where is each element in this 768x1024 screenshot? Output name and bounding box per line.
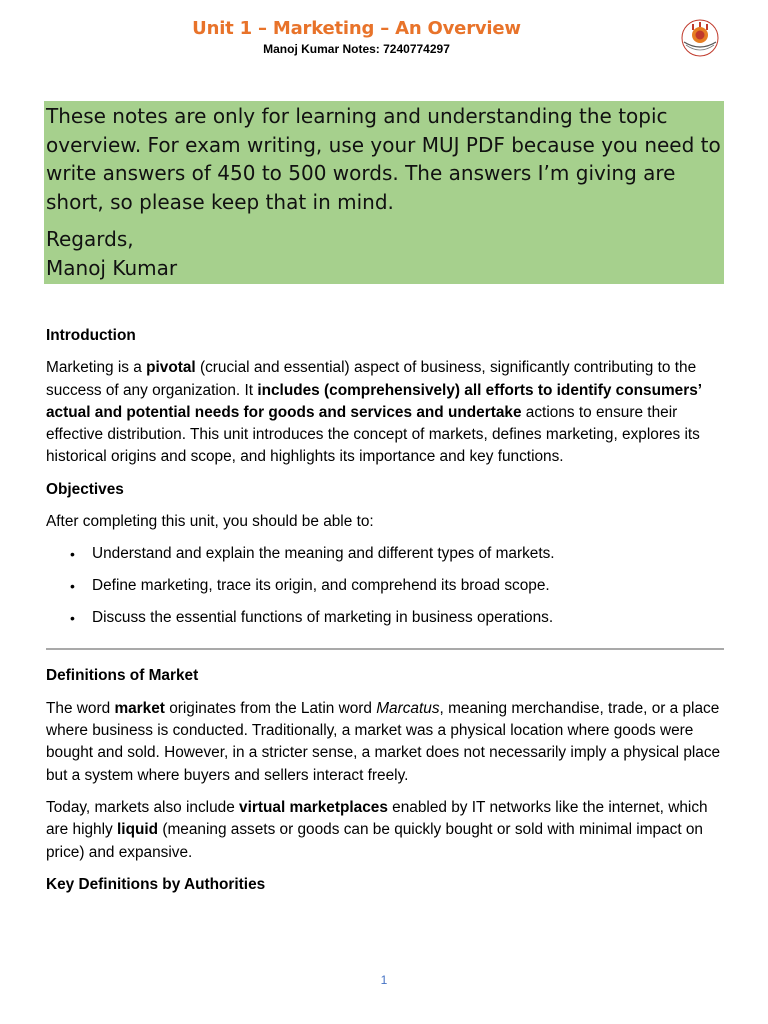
italic-term: Marcatus [376,699,440,717]
notice-box [44,101,724,284]
text-run: (crucial and essential) aspect of business, significantly contributing to the success of any organization. It [46,359,697,399]
bold-term: market [114,699,165,717]
bold-term: pivotal [146,359,196,377]
list-item: • Define marketing, trace its origin, and comprehend its broad scope. [70,575,722,597]
page-number: 1 [380,973,388,987]
university-seal-icon [680,18,720,58]
text-run: The word [46,699,115,717]
list-item: • Understand and explain the meaning and different types of markets. [70,543,722,565]
notice-signature: Manoj Kumar [46,255,178,280]
text-run: , meaning merchandise, trade, or a place where business is conducted. Traditionally, a market was a physical location where goods were bought and sold. However, in a stricter sense, a market does not necessarily imply a physical place but a system where buyers and sellers interact freely. [46,699,721,784]
author-contact: Manoj Kumar Notes: 7240774297 [263,42,450,56]
definitions-heading: Definitions of Market [46,667,199,685]
document-body [46,325,722,906]
text-run: (meaning assets or goods can be quickly bought or sold with minimal impact on price) and expansive. [46,821,703,861]
bold-term: liquid [117,821,159,839]
introduction-paragraph [46,357,722,468]
market-paragraph-1 [46,698,722,787]
introduction-heading: Introduction [46,327,136,344]
market-paragraph-2 [46,797,722,864]
list-item: • Discuss the essential functions of marketing in business operations. [70,607,722,629]
page-title: Unit 1 – Marketing – An Overview [192,18,521,39]
section-divider [46,648,724,650]
bold-phrase: includes (comprehensively) all efforts to identify consumers’ actual and potential needs for goods and services and undertake [46,381,702,421]
objectives-list [46,543,722,629]
notice-regards: Regards, [46,227,134,252]
text-run: Marketing is a [46,359,147,377]
objectives-lead: After completing this unit, you should be able to: [46,513,374,531]
bold-term: virtual marketplaces [239,798,388,816]
objectives-heading: Objectives [46,480,124,498]
text-run: originates from the Latin word [164,699,377,717]
text-run: Today, markets also include [46,798,240,816]
text-run: enabled by IT networks like the internet, which are highly [46,798,708,839]
text-run: actions to ensure their effective distribution. This unit introduces the concept of markets, defines marketing, explores its historical origins and scope, and highlights its importance and key functions. [46,403,700,466]
notice-text: These notes are only for learning and understanding the topic overview. For exam writing, use your MUJ PDF because you need to write answers of 450 to 500 words. The answers I’m giving are short, so please keep that in mind. [46,104,721,214]
key-definitions-heading: Key Definitions by Authorities [46,875,266,893]
